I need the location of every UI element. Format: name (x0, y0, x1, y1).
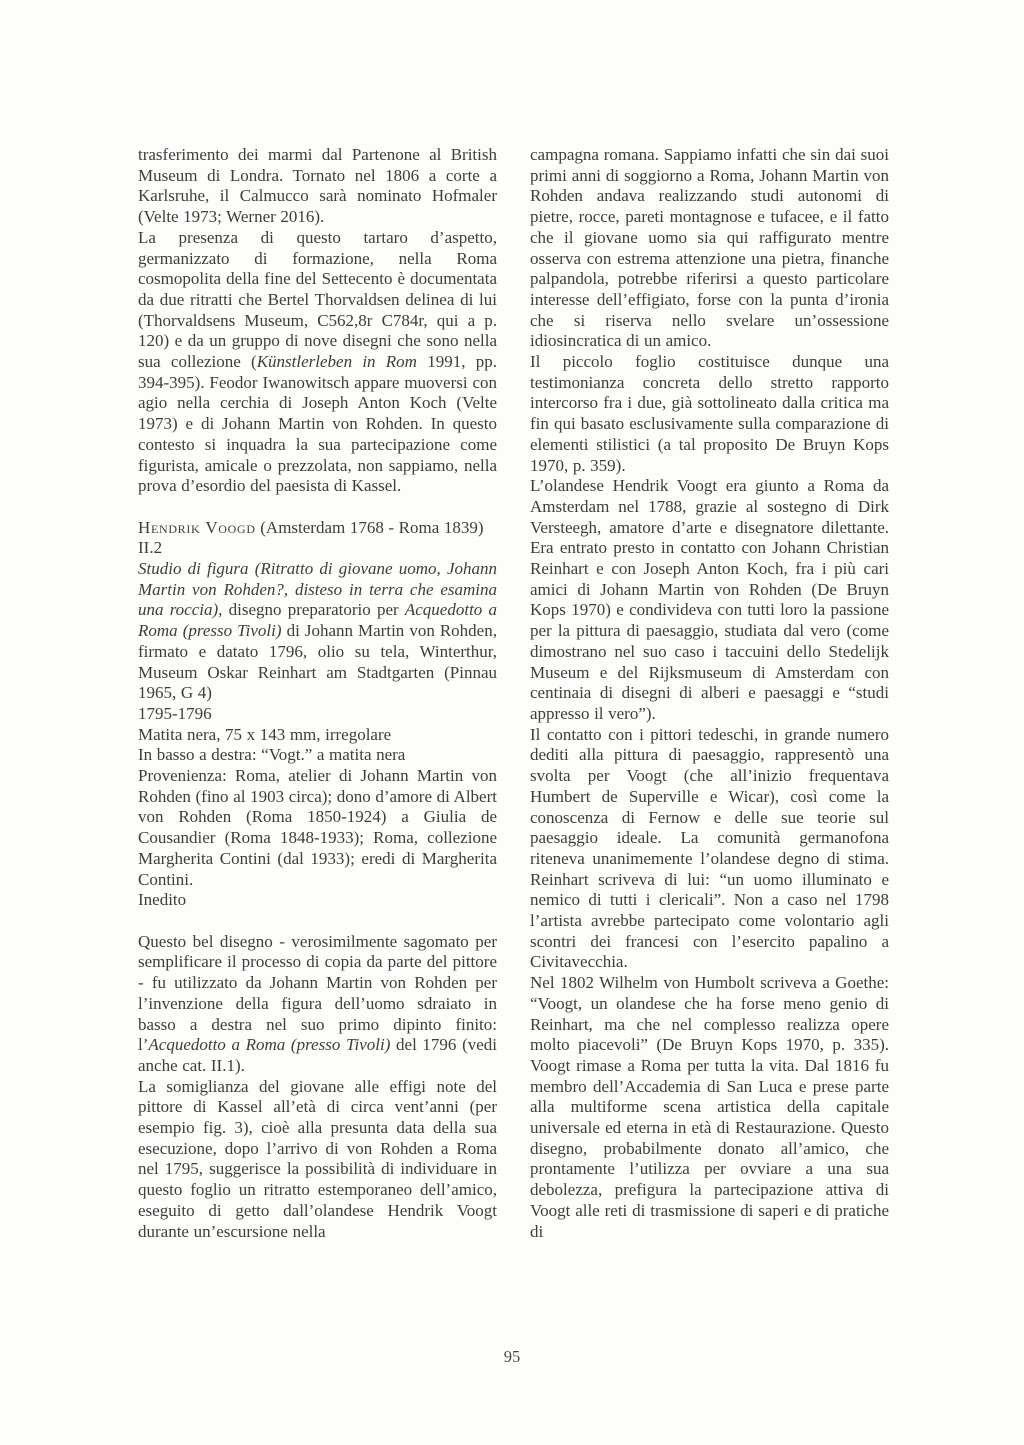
paragraph-gap (138, 911, 497, 932)
paragraph (530, 973, 889, 1242)
body-text: disegno preparatorio per (222, 600, 405, 620)
body-text: La somiglianza del giovane alle effigi note del pittore di Kassel all’età di circa vent’anni (per esempio fig. 3), cioè alla presunta data della sua esecuzione, dopo l’arrivo di von Rohden a Roma nel 1795, suggerisce la possibilità di individuare in questo foglio un ritratto estemporaneo dell’amico, eseguito di getto dall’olandese Hendrik Voogt durante un’escursione nella (138, 1076, 497, 1241)
body-text: Nel 1802 Wilhelm von Humbolt scriveva a Goethe: “Voogt, un olandese che ha forse meno genio di Reinhart, ma che nel complesso realizza opere molto piacevoli” (De Bruyn Kops 1970, p. 335). Voogt rimase a Roma per tutta la vita. Dal 1816 fu membro dell’Accademia di San Luca e prese parte alla multiforme scena artistica della capitale universale ed eterna in età di Restaurazione. Questo disegno, probabilmente donato all’amico, che prontamente l’utilizza per ovviare a una sua debolezza, prefigura la partecipazione attiva di Voogt alle reti di trasmissione di saperi e di pratiche di (530, 973, 889, 1241)
paragraph (138, 145, 497, 228)
paragraph (138, 518, 497, 539)
paragraph (530, 352, 889, 476)
body-text: Questo bel disegno - verosimilmente sagomato per semplificare il processo di copia da parte del pittore - fu utilizzato da Johann Martin von Rohden per l’invenzione della figura dell’uomo sdraiato in basso a destra nel suo primo dipinto finito: l’ (138, 931, 497, 1055)
paragraph (138, 745, 497, 766)
body-text: Il contatto con i pittori tedeschi, in grande numero dediti alla pittura di paesaggio, rappresentò una svolta per Voogt (che all’inizio frequentava Humbert de Superville e Wicar), così come la conoscenza di Fernow e delle sue teorie sul paesaggio ideale. La comunità germanofona riteneva unanimemente l’olandese degno di stima. Reinhart scriveva di lui: “un uomo illuminato e nemico di tutti i clericali”. Non a caso nel 1798 l’artista avrebbe partecipato come volontario agli scontri dei francesi con l’esercito papalino a Civitavecchia. (530, 724, 889, 972)
body-text: Inedito (138, 890, 187, 910)
paragraph (138, 766, 497, 890)
paragraph (530, 725, 889, 973)
italic-text: Acquedotto a Roma (presso Tivoli) (148, 1035, 391, 1055)
body-text: La presenza di questo tartaro d’aspetto, germanizzato di formazione, nella Roma cosmopolita della fine del Settecento è documentata da due ritratti che Bertel Thorvaldsen delinea di lui (Thorvaldsens Museum, C562,8r C784r, qui a p. 120) e da un gruppo di nove disegni che sono nella sua collezione ( (138, 227, 497, 372)
paragraph (530, 145, 889, 352)
body-text: di Johann Martin von Rohden, firmato e datato 1796, olio su tela, Winterthur, Museum Oskar Reinhart am Stadtgarten (Pinnau 1965, G 4) (138, 621, 497, 703)
text-columns (138, 145, 889, 1242)
paragraph (138, 538, 497, 559)
paragraph (138, 932, 497, 1077)
text-column-left (138, 145, 497, 1242)
body-text: del 1796 (vedi anche cat. II.1). (138, 1035, 498, 1075)
paragraph (138, 725, 497, 746)
body-text: campagna romana. Sappiamo infatti che sin dai suoi primi anni di soggiorno a Roma, Johann Martin von Rohden andava realizzando studi autonomi di pietre, rocce, pareti montagnose e tufacee, e il fatto che il giovane uomo sia qui raffigurato mentre osserva con estrema attenzione una pietra, finanche palpandola, potrebbe riferirsi a questo particolare interesse dell’effigiato, forse con la punta d’ironia che si riserva nello svelare un’ossessione idiosincratica di un amico. (530, 145, 889, 351)
italic-text: Acquedotto a Roma (presso Tivoli) (138, 600, 497, 641)
paragraph (138, 559, 497, 704)
body-text: 1991, pp. 394-395). Feodor Iwanowitsch appare muoversi con agio nella cerchia di Joseph Anton Koch (Velte 1973) e di Johann Martin von Rohden. In questo contesto si inquadra la sua partecipazione come figurista, amicale o prezzolata, non sappiamo, nella prova d’esordio del paesista di Kassel. (138, 352, 497, 496)
body-text: In basso a destra: “Vogt.” a matita nera (138, 745, 406, 765)
text-column-right (530, 145, 889, 1242)
paragraph (138, 228, 497, 497)
body-text: Matita nera, 75 x 143 mm, irregolare (138, 724, 392, 744)
paragraph (138, 1077, 497, 1243)
body-text: Provenienza: Roma, atelier di Johann Martin von Rohden (fino al 1903 circa); dono d’amore di Albert von Rohden (Roma 1850-1924) a Giulia de Cousandier (Roma 1848-1933); Roma, collezione Margherita Contini (dal 1933); eredi di Margherita Contini. (138, 766, 497, 889)
italic-text: Künstlerleben in Rom (256, 352, 417, 372)
smallcaps-artist-name: Hendrik Voogd (138, 517, 256, 537)
body-text: (Amsterdam 1768 - Roma 1839) (255, 517, 484, 537)
paragraph (138, 890, 497, 911)
italic-text: Studio di figura (Ritratto di giovane uomo, Johann Martin von Rohden?, disteso in terra che esamina una roccia), (138, 559, 497, 620)
body-text: 1795-1796 (138, 703, 212, 723)
paragraph-gap (138, 497, 497, 518)
paragraph (530, 476, 889, 724)
body-text: L’olandese Hendrik Voogt era giunto a Roma da Amsterdam nel 1788, grazie al sostegno di Dirk Versteegh, amatore d’arte e disegnatore dilettante. Era entrato presto in contatto con Johann Christian Reinhart e con Joseph Anton Koch, fra i più cari amici di Johann Martin von Rohden (De Bruyn Kops 1970) e condivideva con tutti loro la passione per la pittura di paesaggio, studiata dal vero (come dimostrano nel suo caso i taccuini dello Stedelijk Museum e del Rijksmuseum di Amsterdam con centinaia di disegni di alberi e paesaggi e “studi appresso il vero”). (530, 476, 889, 723)
body-text: trasferimento dei marmi dal Partenone al British Museum di Londra. Tornato nel 1806 a corte a Karlsruhe, il Calmucco sarà nominato Hofmaler (Velte 1973; Werner 2016). (138, 145, 497, 227)
body-text: II.2 (138, 538, 163, 558)
page-number: 95 (503, 1347, 521, 1366)
body-text: Il piccolo foglio costituisce dunque una testimonianza concreta dello stretto rapporto intercorso fra i due, già sottolineato dalla critica ma fin qui basato esclusivamente sulla comparazione di elementi stilistici (a tal proposito De Bruyn Kops 1970, p. 359). (530, 352, 889, 475)
paragraph (138, 704, 497, 725)
